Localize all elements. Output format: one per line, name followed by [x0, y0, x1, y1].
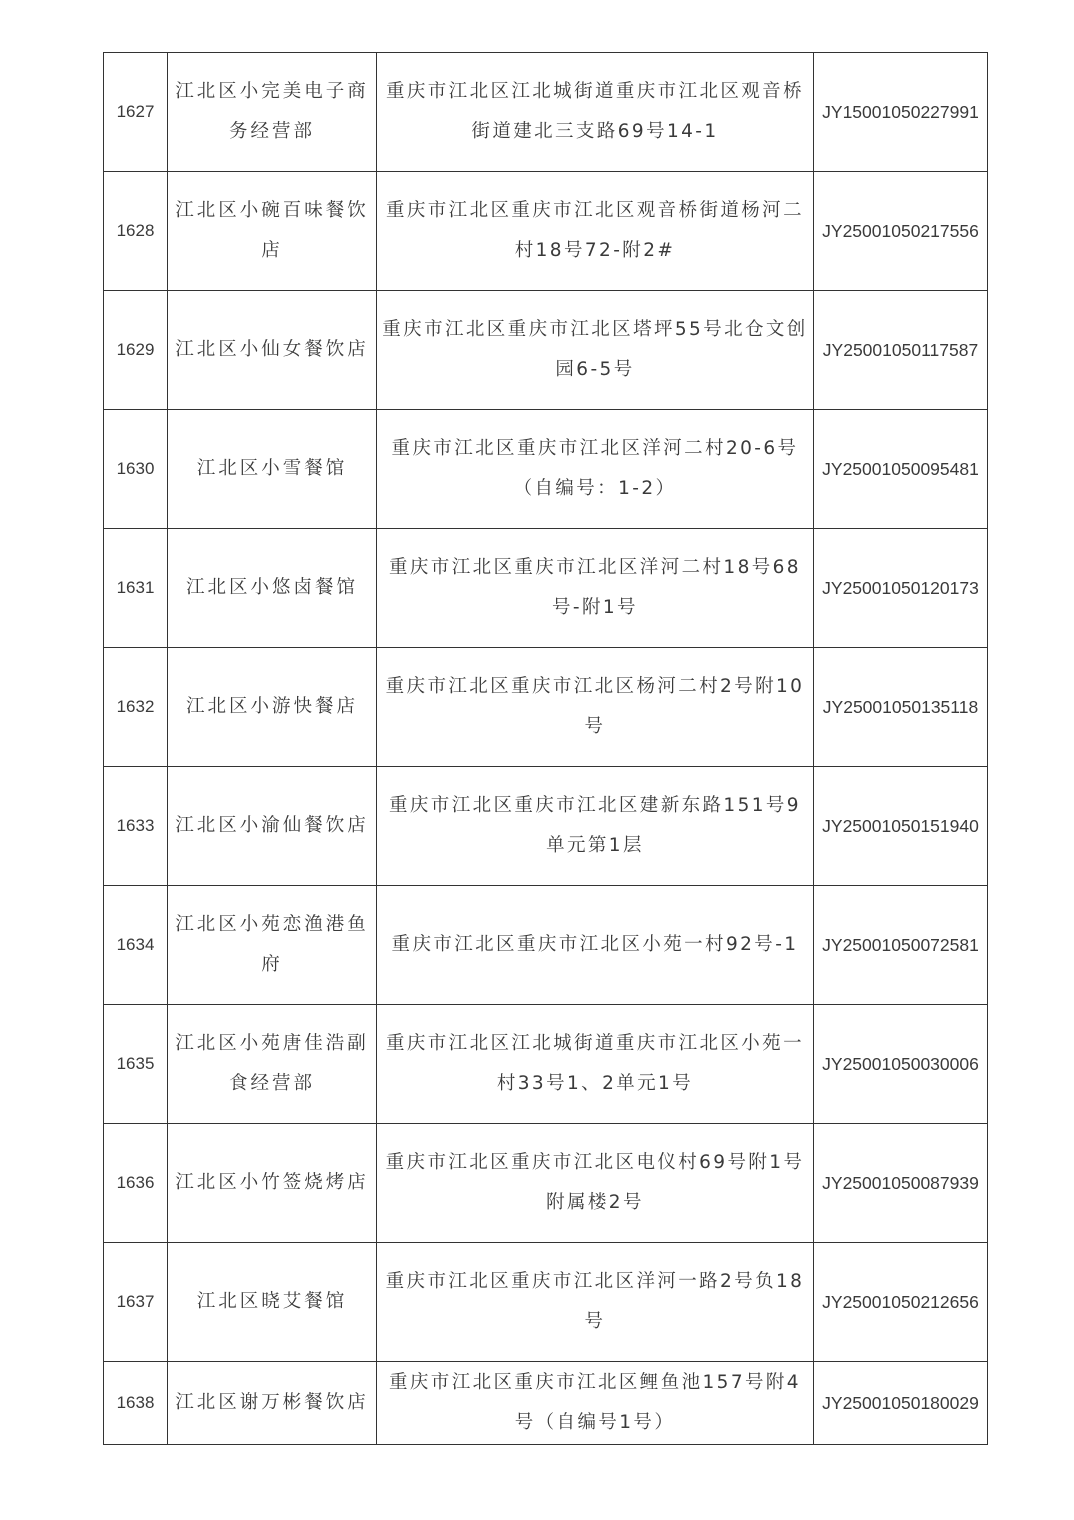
row-number: 1634: [104, 886, 168, 1005]
business-name: 江北区小苑恋渔港鱼府: [168, 886, 377, 1005]
business-address: 重庆市江北区重庆市江北区观音桥街道杨河二村18号72-附2#: [377, 172, 814, 291]
license-number: JY15001050227991: [814, 53, 988, 172]
row-number: 1638: [104, 1362, 168, 1445]
table-row: [104, 1005, 988, 1124]
row-number: 1629: [104, 291, 168, 410]
license-number: JY25001050095481: [814, 410, 988, 529]
business-address: 重庆市江北区重庆市江北区电仪村69号附1号附属楼2号: [377, 1124, 814, 1243]
table-row: [104, 529, 988, 648]
license-number: JY25001050117587: [814, 291, 988, 410]
table-row: [104, 886, 988, 1005]
row-number: 1628: [104, 172, 168, 291]
business-address: 重庆市江北区重庆市江北区洋河二村18号68号-附1号: [377, 529, 814, 648]
license-number: JY25001050151940: [814, 767, 988, 886]
business-name: 江北区小苑唐佳浩副食经营部: [168, 1005, 377, 1124]
business-address: 重庆市江北区重庆市江北区杨河二村2号附10号: [377, 648, 814, 767]
business-name: 江北区晓艾餐馆: [168, 1243, 377, 1362]
row-number: 1632: [104, 648, 168, 767]
business-name: 江北区谢万彬餐饮店: [168, 1362, 377, 1445]
row-number: 1627: [104, 53, 168, 172]
business-name: 江北区小雪餐馆: [168, 410, 377, 529]
row-number: 1635: [104, 1005, 168, 1124]
license-number: JY25001050212656: [814, 1243, 988, 1362]
business-address: 重庆市江北区重庆市江北区鲤鱼池157号附4号（自编号1号）: [377, 1362, 814, 1445]
license-number: JY25001050180029: [814, 1362, 988, 1445]
business-address: 重庆市江北区重庆市江北区建新东路151号9单元第1层: [377, 767, 814, 886]
table-row: [104, 172, 988, 291]
table-row: [104, 648, 988, 767]
license-number: JY25001050087939: [814, 1124, 988, 1243]
row-number: 1637: [104, 1243, 168, 1362]
business-name: 江北区小悠卤餐馆: [168, 529, 377, 648]
license-number: JY25001050135118: [814, 648, 988, 767]
table-row: [104, 410, 988, 529]
business-name: 江北区小完美电子商务经营部: [168, 53, 377, 172]
row-number: 1630: [104, 410, 168, 529]
license-number: JY25001050030006: [814, 1005, 988, 1124]
row-number: 1636: [104, 1124, 168, 1243]
business-name: 江北区小竹签烧烤店: [168, 1124, 377, 1243]
table-row: [104, 767, 988, 886]
license-number: JY25001050072581: [814, 886, 988, 1005]
business-name: 江北区小游快餐店: [168, 648, 377, 767]
business-license-table: [103, 52, 988, 1445]
license-number: JY25001050217556: [814, 172, 988, 291]
table-row: [104, 1243, 988, 1362]
business-name: 江北区小渝仙餐饮店: [168, 767, 377, 886]
table-row: [104, 53, 988, 172]
row-number: 1633: [104, 767, 168, 886]
business-name: 江北区小碗百味餐饮店: [168, 172, 377, 291]
business-address: 重庆市江北区江北城街道重庆市江北区观音桥街道建北三支路69号14-1: [377, 53, 814, 172]
business-address: 重庆市江北区江北城街道重庆市江北区小苑一村33号1、2单元1号: [377, 1005, 814, 1124]
business-address: 重庆市江北区重庆市江北区洋河二村20-6号（自编号：1-2）: [377, 410, 814, 529]
license-number: JY25001050120173: [814, 529, 988, 648]
table-row: [104, 1362, 988, 1445]
row-number: 1631: [104, 529, 168, 648]
table-row: [104, 291, 988, 410]
business-name: 江北区小仙女餐饮店: [168, 291, 377, 410]
business-address: 重庆市江北区重庆市江北区小苑一村92号-1: [377, 886, 814, 1005]
table-row: [104, 1124, 988, 1243]
business-address: 重庆市江北区重庆市江北区洋河一路2号负18号: [377, 1243, 814, 1362]
business-address: 重庆市江北区重庆市江北区塔坪55号北仓文创园6-5号: [377, 291, 814, 410]
